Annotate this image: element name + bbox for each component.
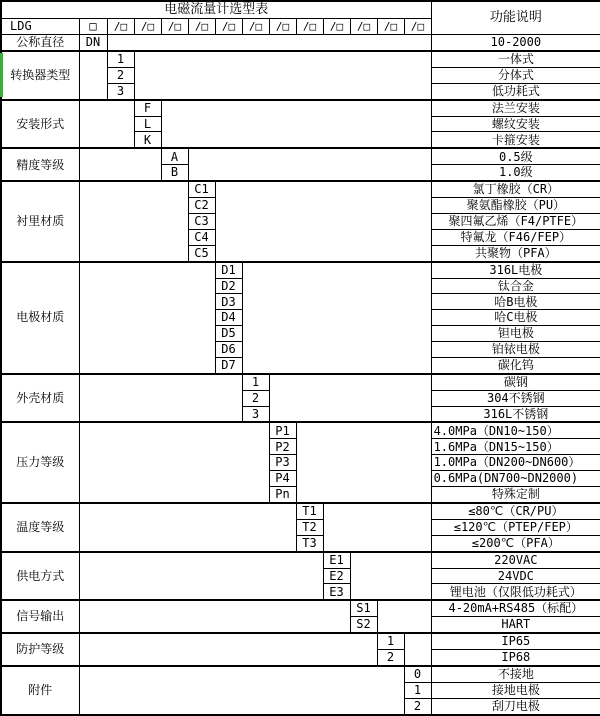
- option-desc-cell: 铂铱电极: [431, 341, 600, 357]
- option-desc-cell: 钽电极: [431, 326, 600, 342]
- option-code-cell: 2: [377, 650, 404, 666]
- option-code-cell: 2: [107, 67, 134, 83]
- option-code-cell: 1: [377, 633, 404, 649]
- gap-cell: [79, 422, 269, 502]
- option-desc-cell: 法兰安装: [431, 100, 600, 116]
- option-desc-cell: 特氟龙（F46/FEP）: [431, 229, 600, 245]
- option-code-cell: B: [161, 165, 188, 181]
- model-slash-box-cell: /□: [134, 19, 161, 35]
- option-desc-cell: ≤200℃（PFA）: [431, 535, 600, 551]
- model-slash-box-cell: /□: [107, 19, 134, 35]
- option-code-cell: 1: [404, 683, 431, 699]
- option-code-cell: C2: [188, 198, 215, 214]
- gap-cell: [323, 503, 431, 552]
- option-desc-cell: ≤80℃（CR/PU）: [431, 503, 600, 519]
- category-label-signal-output: 信号输出: [1, 600, 79, 633]
- option-code-cell: K: [134, 132, 161, 148]
- option-code-cell: Pn: [269, 486, 296, 502]
- option-desc-cell: 聚四氟乙烯（F4/PTFE）: [431, 214, 600, 230]
- option-desc-cell: 1.6MPa（DN15~150）: [431, 439, 600, 455]
- option-code-cell: 2: [404, 698, 431, 715]
- option-code-cell: C4: [188, 229, 215, 245]
- option-desc-cell: 24VDC: [431, 568, 600, 584]
- option-code-cell: D6: [215, 341, 242, 357]
- option-desc-cell: 接地电极: [431, 683, 600, 699]
- gap-cell: [188, 148, 431, 181]
- gap-cell: [134, 51, 431, 100]
- option-desc-cell: 0.6MPa(DN700~DN2000): [431, 471, 600, 487]
- model-slash-box-cell: /□: [350, 19, 377, 35]
- option-code-cell: T3: [296, 535, 323, 551]
- option-desc-cell: 4-20mA+RS485（标配）: [431, 600, 600, 616]
- option-code-cell: 2: [242, 390, 269, 406]
- option-code-cell: DN: [79, 35, 107, 51]
- option-desc-cell: 氯丁橡胶（CR）: [431, 181, 600, 197]
- option-desc-cell: HART: [431, 617, 600, 633]
- category-label-pressure-rating: 压力等级: [1, 422, 79, 502]
- option-code-cell: D2: [215, 278, 242, 294]
- gap-cell: [79, 148, 161, 181]
- model-slash-box-cell: /□: [296, 19, 323, 35]
- model-slash-box-cell: /□: [161, 19, 188, 35]
- category-label-temperature-rating: 温度等级: [1, 503, 79, 552]
- option-code-cell: E2: [323, 568, 350, 584]
- gap-cell: [107, 35, 431, 51]
- option-desc-cell: 不接地: [431, 666, 600, 682]
- model-box-cell: □: [79, 19, 107, 35]
- option-desc-cell: 钛合金: [431, 278, 600, 294]
- category-label-lining-material: 衬里材质: [1, 181, 79, 261]
- scan-artifact-green: [0, 53, 3, 97]
- gap-cell: [79, 633, 377, 666]
- category-label-nominal-diameter: 公称直径: [1, 35, 79, 51]
- option-code-cell: E1: [323, 552, 350, 568]
- gap-cell: [161, 100, 431, 149]
- option-code-cell: 3: [242, 406, 269, 422]
- option-desc-cell: 哈B电极: [431, 294, 600, 310]
- option-code-cell: L: [134, 116, 161, 132]
- option-desc-cell: 特殊定制: [431, 486, 600, 502]
- option-desc-cell: 1.0MPa（DN200~DN600）: [431, 455, 600, 471]
- table-title: 电磁流量计选型表: [1, 1, 431, 19]
- option-desc-cell: 316L不锈钢: [431, 406, 600, 422]
- gap-cell: [79, 552, 323, 601]
- function-column-header: 功能说明: [431, 1, 600, 35]
- gap-cell: [79, 100, 134, 149]
- gap-cell: [79, 600, 350, 633]
- option-desc-cell: 螺纹安装: [431, 116, 600, 132]
- option-desc-cell: 碳钢: [431, 374, 600, 390]
- model-slash-box-cell: /□: [377, 19, 404, 35]
- option-code-cell: E3: [323, 584, 350, 600]
- category-label-converter-type: 转换器类型: [1, 51, 79, 100]
- gap-cell: [269, 374, 431, 423]
- option-desc-cell: 316L电极: [431, 262, 600, 278]
- option-code-cell: C3: [188, 214, 215, 230]
- gap-cell: [79, 374, 242, 423]
- option-code-cell: F: [134, 100, 161, 116]
- gap-cell: [404, 633, 431, 666]
- option-desc-cell: 1.0级: [431, 165, 600, 181]
- gap-cell: [350, 552, 431, 601]
- option-desc-cell: ≤120℃（PTEP/FEP）: [431, 519, 600, 535]
- option-code-cell: S2: [350, 617, 377, 633]
- option-desc-cell: 分体式: [431, 67, 600, 83]
- gap-cell: [79, 51, 107, 100]
- gap-cell: [377, 600, 431, 633]
- model-slash-box-cell: /□: [188, 19, 215, 35]
- gap-cell: [296, 422, 431, 502]
- option-code-cell: A: [161, 148, 188, 164]
- option-desc-cell: 卡箍安装: [431, 132, 600, 148]
- option-code-cell: D7: [215, 357, 242, 373]
- option-code-cell: D5: [215, 326, 242, 342]
- category-label-accuracy-class: 精度等级: [1, 148, 79, 181]
- option-code-cell: C5: [188, 245, 215, 261]
- option-desc-cell: 0.5级: [431, 148, 600, 164]
- option-desc-cell: IP68: [431, 650, 600, 666]
- option-code-cell: 3: [107, 83, 134, 99]
- option-code-cell: P4: [269, 471, 296, 487]
- category-label-electrode-material: 电极材质: [1, 262, 79, 374]
- option-desc-cell: 刮刀电极: [431, 698, 600, 715]
- category-label-protection-rating: 防护等级: [1, 633, 79, 666]
- category-label-housing-material: 外壳材质: [1, 374, 79, 423]
- gap-cell: [215, 181, 431, 261]
- gap-cell: [79, 666, 404, 715]
- option-code-cell: C1: [188, 181, 215, 197]
- option-desc-cell: IP65: [431, 633, 600, 649]
- option-code-cell: P2: [269, 439, 296, 455]
- category-label-accessories: 附件: [1, 666, 79, 715]
- option-desc-cell: 碳化钨: [431, 357, 600, 373]
- model-slash-box-cell: /□: [215, 19, 242, 35]
- option-code-cell: P3: [269, 455, 296, 471]
- option-desc-cell: 一体式: [431, 51, 600, 67]
- option-desc-cell: 4.0MPa（DN10~150）: [431, 422, 600, 438]
- option-code-cell: 1: [107, 51, 134, 67]
- option-desc-cell: 共聚物（PFA）: [431, 245, 600, 261]
- gap-cell: [79, 262, 215, 374]
- option-code-cell: D1: [215, 262, 242, 278]
- model-slash-box-cell: /□: [242, 19, 269, 35]
- option-desc-cell: 锂电池（仅限低功耗式）: [431, 584, 600, 600]
- option-code-cell: 1: [242, 374, 269, 390]
- option-desc-cell: 哈C电极: [431, 310, 600, 326]
- gap-cell: [79, 181, 188, 261]
- option-code-cell: D4: [215, 310, 242, 326]
- model-prefix-cell: LDG: [1, 19, 79, 35]
- category-label-power-supply: 供电方式: [1, 552, 79, 601]
- option-code-cell: 0: [404, 666, 431, 682]
- option-code-cell: S1: [350, 600, 377, 616]
- option-desc-cell: 220VAC: [431, 552, 600, 568]
- gap-cell: [242, 262, 431, 374]
- option-code-cell: T1: [296, 503, 323, 519]
- option-code-cell: P1: [269, 422, 296, 438]
- category-label-installation-form: 安装形式: [1, 100, 79, 149]
- option-desc-cell: 10-2000: [431, 35, 600, 51]
- option-code-cell: D3: [215, 294, 242, 310]
- gap-cell: [79, 503, 296, 552]
- option-desc-cell: 低功耗式: [431, 83, 600, 99]
- option-desc-cell: 聚氨酯橡胶（PU）: [431, 198, 600, 214]
- model-slash-box-cell: /□: [404, 19, 431, 35]
- model-slash-box-cell: /□: [323, 19, 350, 35]
- option-code-cell: T2: [296, 519, 323, 535]
- model-slash-box-cell: /□: [269, 19, 296, 35]
- option-desc-cell: 304不锈钢: [431, 390, 600, 406]
